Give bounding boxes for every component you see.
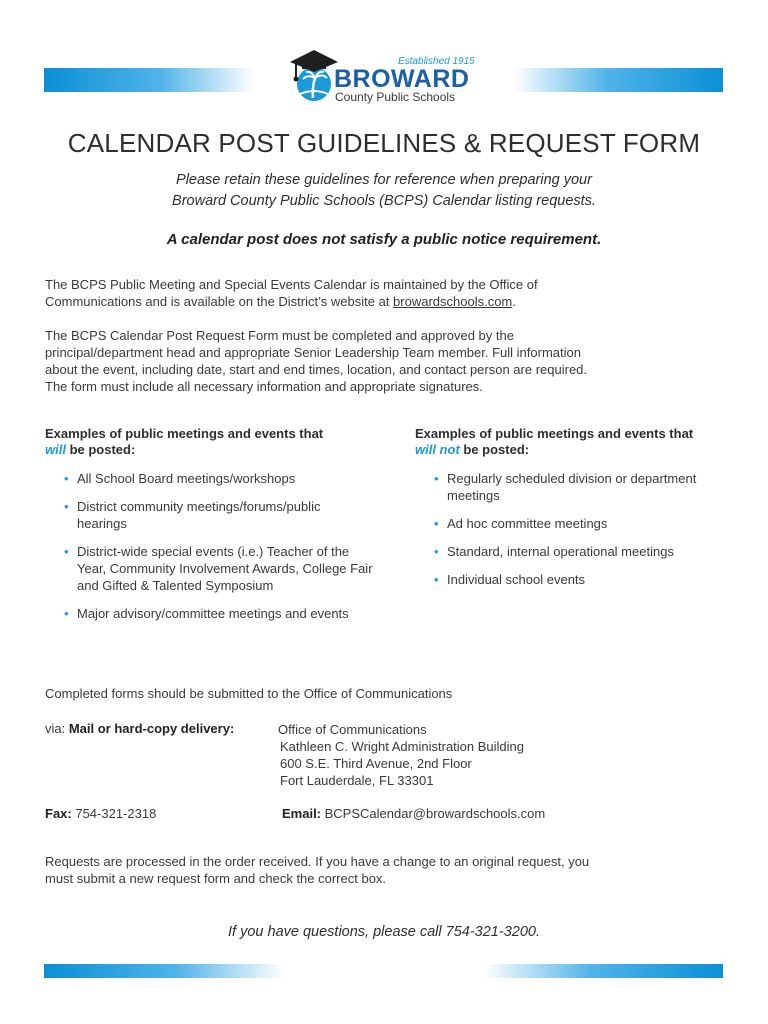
bullet-icon: • (434, 471, 439, 486)
submission-intro: Completed forms should be submitted to the Office of Communications (45, 686, 453, 701)
address-line: Fort Lauderdale, FL 33301 (280, 773, 434, 788)
intro-line-2: Broward County Public Schools (BCPS) Calendar listing requests. (172, 193, 596, 209)
logo-subtitle: County Public Schools (335, 90, 456, 104)
paragraph-1-line-2 (45, 293, 725, 310)
fax-value: 754-321-2318 (71, 806, 157, 821)
delivery-method (45, 721, 234, 736)
bullet-icon: • (64, 606, 69, 621)
list-item (415, 470, 697, 504)
will-heading-line-2 (45, 442, 365, 458)
paragraph-1-line-1: The BCPS Public Meeting and Special Events Calendar is maintained by the Office of (45, 277, 538, 292)
bullet-icon: • (434, 544, 439, 559)
list-item (415, 543, 735, 560)
calendar-description-paragraph (45, 276, 725, 310)
broward-logo (288, 48, 488, 106)
paragraph-3-line-1: Requests are processed in the order received. If you have a change to an original request, you (45, 854, 590, 869)
fax-number (45, 806, 156, 821)
questions-contact-line: If you have questions, please call 754-321-3200. (228, 924, 540, 940)
list-item-text: All School Board meetings/workshops (77, 471, 296, 486)
will-be-posted-column (45, 426, 373, 633)
address-line: 600 S.E. Third Avenue, 2nd Floor (280, 756, 472, 771)
paragraph-2-line-3: about the event, including date, start and end times, location, and contact person are required. (45, 362, 588, 377)
logo-established: Established 1915 (398, 56, 475, 67)
list-item-text: Ad hoc committee meetings (447, 516, 608, 531)
processing-note-paragraph (45, 853, 725, 887)
paragraph-2-line-1: The BCPS Calendar Post Request Form must be completed and approved by the (45, 328, 514, 343)
will-not-heading-line-2 (415, 442, 735, 458)
list-item-text: Individual school events (447, 572, 586, 587)
list-item (45, 543, 377, 594)
via-label: Mail or hard-copy delivery: (68, 721, 235, 736)
bullet-icon: • (64, 544, 69, 559)
will-emphasis: will (45, 442, 66, 457)
bullet-icon: • (434, 516, 439, 531)
bullet-icon: • (64, 499, 69, 514)
will-not-heading-line-1: Examples of public meetings and events that (415, 426, 694, 441)
public-notice-disclaimer: A calendar post does not satisfy a public notice requirement. (166, 231, 602, 248)
will-not-be-posted-column (415, 426, 735, 599)
fax-label: Fax: (45, 806, 72, 821)
email-contact (282, 806, 545, 821)
footer-accent-bar-left (44, 964, 284, 978)
list-item-text: District-wide special events (i.e.) Teacher of the Year, Community Involvement Awards, College Fair and Gifted & Talented Symposium (77, 544, 373, 593)
list-item-text: District community meetings/forums/public hearings (77, 499, 321, 531)
page-title: CALENDAR POST GUIDELINES & REQUEST FORM (67, 128, 701, 158)
paragraph-2-line-2: principal/department head and appropriate Senior Leadership Team member. Full information (45, 345, 581, 360)
paragraph-3-line-2: must submit a new request form and check the correct box. (45, 871, 387, 886)
email-value[interactable]: BCPSCalendar@browardschools.com (321, 806, 546, 821)
logo-name: BROWARD (334, 65, 470, 93)
will-be-posted-list (45, 470, 373, 622)
list-item (415, 515, 735, 532)
will-not-be-posted-heading (415, 426, 735, 458)
list-item-text: Major advisory/committee meetings and events (77, 606, 349, 621)
paragraph-2-line-4: The form must include all necessary information and appropriate signatures. (45, 379, 483, 394)
bullet-icon: • (64, 471, 69, 486)
paragraph-1-suffix: . (512, 294, 516, 309)
list-item (45, 605, 367, 622)
list-item-text: Regularly scheduled division or department meetings (447, 471, 697, 503)
paragraph-1-text: Communications and is available on the District’s website at (45, 294, 394, 309)
graduation-cap-palm-icon (288, 48, 340, 106)
mailing-address (278, 721, 524, 789)
address-line: Kathleen C. Wright Administration Building (280, 739, 524, 754)
will-not-emphasis: will not (415, 442, 460, 457)
will-heading-line-1: Examples of public meetings and events that (45, 426, 324, 441)
intro-line-1: Please retain these guidelines for reference when preparing your (176, 172, 592, 188)
browardschools-link[interactable]: browardschools.com (393, 294, 513, 309)
form-requirements-paragraph (45, 327, 725, 395)
bullet-icon: • (434, 572, 439, 587)
list-item (415, 571, 735, 588)
will-not-be-posted-list (415, 470, 735, 588)
intro-text (0, 170, 768, 212)
header-accent-bar-left (44, 68, 254, 92)
list-item (45, 498, 365, 532)
email-label: Email: (282, 806, 322, 821)
header-accent-bar-right (514, 68, 723, 92)
list-item-text: Standard, internal operational meetings (447, 544, 674, 559)
will-be-posted-heading (45, 426, 365, 458)
via-prefix: via: (45, 721, 69, 736)
footer-accent-bar-right (484, 964, 723, 978)
address-line: Office of Communications (278, 722, 427, 737)
list-item (45, 470, 365, 487)
will-heading-rest: be posted: (65, 442, 136, 457)
will-not-heading-rest: be posted: (459, 442, 530, 457)
